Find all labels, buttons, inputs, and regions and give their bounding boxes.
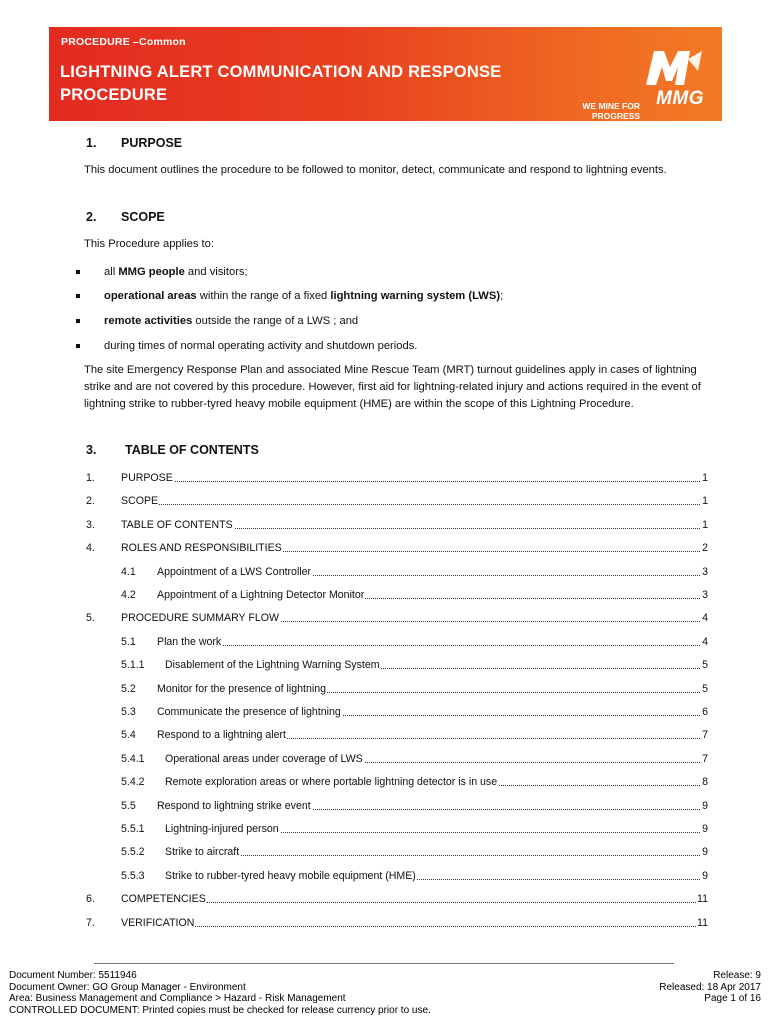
toc-entry-page: 8 [702,776,708,788]
toc-entry[interactable] [86,564,708,580]
toc-entry-number: 7. [86,917,95,929]
toc-leader-dots [121,902,702,903]
toc-entry[interactable] [86,634,708,650]
toc-entry[interactable] [86,470,708,486]
toc-entry-page: 1 [702,472,708,484]
toc-entry-page: 11 [697,917,708,929]
toc-entry-page: 1 [702,519,708,531]
toc-entry-page: 1 [702,495,708,507]
toc-entry[interactable] [86,868,708,884]
toc-leader-dots [165,855,702,856]
toc-entry[interactable] [86,821,708,837]
toc-entry-label: TABLE OF CONTENTS [121,519,233,531]
page-number: Page 1 of 16 [704,993,761,1004]
toc-entry-number: 5. [86,612,95,624]
document-number: Document Number: 5511946 [9,970,137,981]
toc-entry-number: 5.3 [121,706,136,718]
document-title: LIGHTNING ALERT COMMUNICATION AND RESPONSE PROCEDURE [60,63,502,104]
toc-leader-dots [121,504,702,505]
toc-entry-label: COMPETENCIES [121,893,206,905]
toc-leader-dots [121,481,702,482]
toc-entry-label: Lightning-injured person [165,823,279,835]
toc-entry-page: 2 [702,542,708,554]
section-heading-scope: 2. SCOPE [86,210,165,224]
section-heading-toc: 3. TABLE OF CONTENTS [86,443,259,457]
footer-left [9,970,431,1016]
toc-entry-number: 5.4.1 [121,753,145,765]
toc-entry[interactable] [86,587,708,603]
scope-closing-text: The site Emergency Response Plan and associated Mine Rescue Team (MRT) turnout guidelines apply in cases of lightning strike and are not covered by this procedure. However, first aid for lightning-related injury and actions required in the event of lightning strike to rubber-tyred heavy mobile equipment (HME) are within the scope of this Lightning Procedure. [84,364,701,410]
toc-entry[interactable] [86,891,708,907]
toc-entry-label: ROLES AND RESPONSIBILITIES [121,542,282,554]
toc-leader-dots [121,926,702,927]
scope-intro: This Procedure applies to: [84,238,214,250]
toc-entry-label: Plan the work [157,636,222,648]
toc-entry-page: 9 [702,823,708,835]
toc-entry-number: 4. [86,542,95,554]
toc-entry[interactable] [86,657,708,673]
toc-entry-number: 5.4 [121,729,136,741]
section-heading-purpose: 1. PURPOSE [86,136,183,150]
document-type: PROCEDURE –Common [61,36,186,48]
logo-tagline: WE MINE FOR PROGRESS [582,101,640,121]
toc-entry-number: 5.4.2 [121,776,145,788]
toc-entry-label: Operational areas under coverage of LWS [165,753,363,765]
toc-entry-label: Monitor for the presence of lightning [157,683,327,695]
toc-entry-label: Respond to lightning strike event [157,800,311,812]
toc-entry-number: 5.2 [121,683,136,695]
toc-entry-number: 5.5 [121,800,136,812]
toc-entry[interactable] [86,915,708,931]
toc-entry[interactable] [86,774,708,790]
purpose-text: This document outlines the procedure to be followed to monitor, detect, communicate and respond to lightning events. [84,164,667,176]
toc-entry[interactable] [86,681,708,697]
header-banner [49,27,722,121]
bullet-marker [76,294,80,298]
bullet-marker [76,270,80,274]
mmg-logo [554,45,706,121]
toc-entry-label: SCOPE [121,495,159,507]
toc-entry-number: 4.1 [121,566,136,578]
toc-entry-number: 5.5.3 [121,870,145,882]
toc-entry-label: PURPOSE [121,472,173,484]
toc-entry-number: 1. [86,472,95,484]
release-date: Released: 18 Apr 2017 [659,981,761,993]
bullet-marker [76,319,80,323]
toc-entry-label: Respond to a lightning alert [157,729,286,741]
toc-entry-number: 6. [86,893,95,905]
document-area: Area: Business Management and Compliance > Hazard - Risk Management [9,993,346,1004]
toc-entry[interactable] [86,540,708,556]
bullet-marker [76,344,80,348]
toc-entry-page: 9 [702,846,708,858]
toc-leader-dots [157,645,702,646]
toc-entry-number: 4.2 [121,589,136,601]
toc-entry-label: Communicate the presence of lightning [157,706,341,718]
document-owner: Document Owner: GO Group Manager - Environment [9,981,246,993]
toc-entry-page: 7 [702,753,708,765]
toc-entry-label: Remote exploration areas or where portable lightning detector is in use [165,776,498,788]
toc-entry-page: 5 [702,659,708,671]
toc-entry-page: 9 [702,800,708,812]
toc-entry-page: 4 [702,612,708,624]
toc-entry-label: Disablement of the Lightning Warning System [165,659,380,671]
toc-entry-page: 4 [702,636,708,648]
toc-entry-page: 5 [702,683,708,695]
toc-entry-label: Appointment of a LWS Controller [157,566,312,578]
toc-entry-number: 5.1 [121,636,136,648]
toc-entry-number: 3. [86,519,95,531]
toc-entry-page: 7 [702,729,708,741]
toc-entry-label: PROCEDURE SUMMARY FLOW [121,612,279,624]
toc-entry[interactable] [86,798,708,814]
toc-entry-page: 9 [702,870,708,882]
toc-entry[interactable] [86,844,708,860]
toc-entry[interactable] [86,610,708,626]
footer-rule [94,963,674,964]
toc-entry-number: 5.5.2 [121,846,145,858]
toc-entry[interactable] [86,704,708,720]
toc-entry-label: Strike to aircraft [165,846,240,858]
footer-right [659,970,761,1005]
toc-entry-number: 5.5.1 [121,823,145,835]
toc-entry-label: Appointment of a Lightning Detector Monitor [157,589,365,601]
toc-entry[interactable] [86,727,708,743]
toc-entry-page: 3 [702,589,708,601]
toc-entry[interactable] [86,517,708,533]
toc-entry-page: 6 [702,706,708,718]
controlled-notice: CONTROLLED DOCUMENT: Printed copies must be checked for release currency prior to use. [9,1004,431,1016]
toc-entry-page: 3 [702,566,708,578]
toc-entry-number: 5.1.1 [121,659,145,671]
toc-entry-label: VERIFICATION [121,917,195,929]
toc-entry-label: Strike to rubber-tyred heavy mobile equipment (HME) [165,870,416,882]
logo-text: MMG [656,88,704,109]
toc-entry[interactable] [86,751,708,767]
release-number: Release: 9 [713,970,761,981]
toc-entry-page: 11 [697,893,708,905]
toc-entry[interactable] [86,493,708,509]
toc-entry-number: 2. [86,495,95,507]
